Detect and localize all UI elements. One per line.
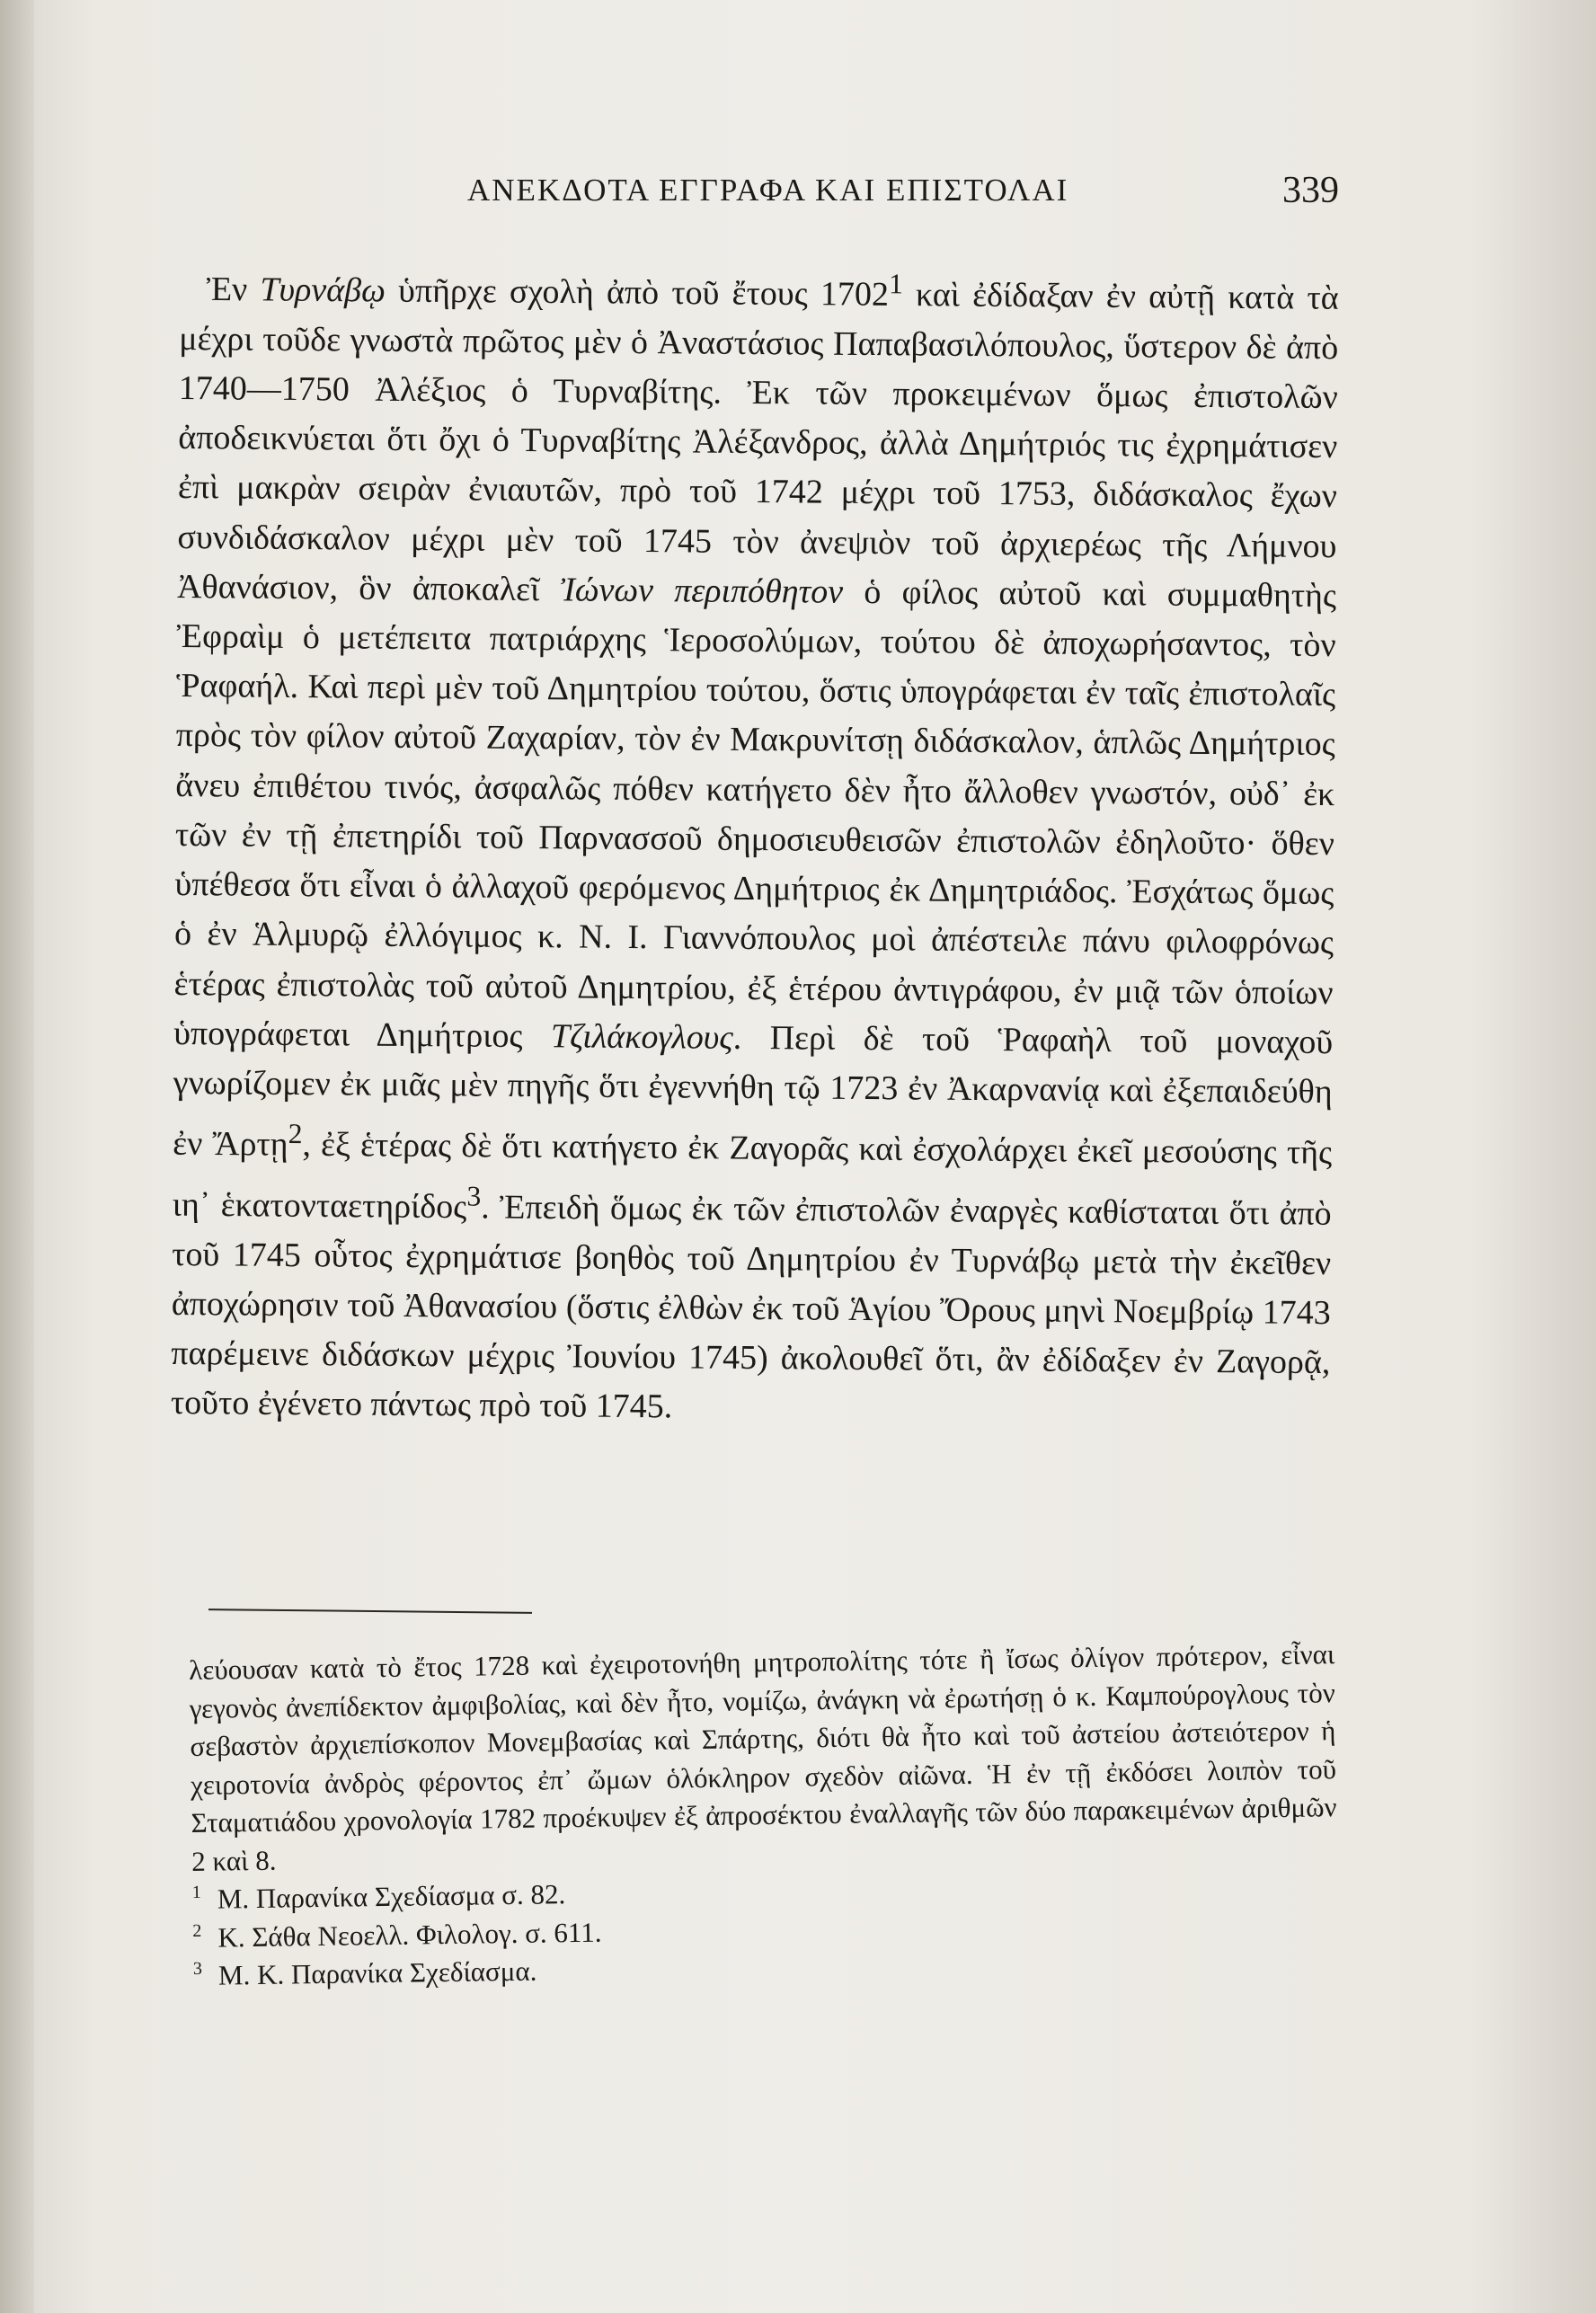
text-segment: . Περὶ δὲ τοῦ Ῥαφαὴλ τοῦ μοναχοῦ γνωρίζομεν ἐκ μιᾶς μὲν πηγῆς ὅτι ἐγεννήθη τῷ 1723 ἐν Ἀκαρνανίᾳ καὶ ἐξεπαιδεύθη ἐν Ἄρτῃ — [173, 1018, 1334, 1164]
text-segment: Ἐν — [206, 270, 261, 309]
running-head — [180, 170, 1339, 217]
footnote-mark: 2 — [192, 1920, 202, 1941]
text-segment: ὑπῆρχε σχολὴ ἀπὸ τοῦ ἔτους 1702 — [385, 271, 890, 314]
footnotes — [189, 1635, 1339, 1995]
footnote-text: Κ. Σάθα Νεοελλ. Φιλολογ. σ. 611. — [217, 1916, 602, 1954]
footnote-mark: 1 — [191, 1882, 201, 1902]
footnote-ref-3: 3 — [466, 1180, 482, 1212]
text-segment: . Ἐπειδὴ ὅμως ἐκ τῶν ἐπιστολῶν ἐναργὲς καθίσταται ὅτι ἀπὸ τοῦ 1745 οὗτος ἐχρημάτισε βοηθὸς τοῦ Δημητρίου ἐν Τυρνάβῳ μετὰ τὴν ἐκεῖθεν ἀποχώρησιν τοῦ Ἀθανασίου (ὅστις ἐλθὼν ἐκ τοῦ Ἁγίου Ὄρους μηνὶ Νοεμβρίῳ 1743 παρέμεινε διδάσκων μέχρις Ἰουνίου 1745) ἀκολουθεῖ ὅτι, ἂν ἐδίδαξεν ἐν Ζαγορᾷ, τοῦτο ἐγένετο πάντως πρὸ τοῦ 1745. — [170, 1188, 1332, 1426]
footnote-ref-2: 2 — [288, 1118, 303, 1150]
main-paragraph — [171, 253, 1339, 1438]
page-number: 339 — [1282, 170, 1339, 211]
text-segment: ὁ φίλος αὐτοῦ καὶ συμμαθητὴς Ἐφραὶμ ὁ μετέπειτα πατριάρχης Ἱεροσολύμων, τούτου δὲ ἀποχωρήσαντος, τὸν Ῥαφαήλ. Καὶ περὶ μὲν τοῦ Δημητρίου τούτου, ὅστις ὑπογράφεται ἐν ταῖς ἐπιστολαῖς πρὸς τὸν φίλον αὐτοῦ Ζαχαρίαν, τὸν ἐν Μακρυνίτσῃ διδάσκαλον, ἁπλῶς Δημήτριος ἄνευ ἐπιθέτου τινός, ἀσφαλῶς πόθεν κατήγετο δὲν ἦτο ἄλλοθεν γνωστόν, οὐδ᾽ ἐκ τῶν ἐν τῇ ἐπετηρίδι τοῦ Παρνασσοῦ δημοσιευθεισῶν ἐπιστολῶν ἐδηλοῦτο· ὅθεν ὑπέθεσα ὅτι εἶναι ὁ ἀλλαχοῦ φερόμενος Δημήτριος ἐκ Δημητριάδος. Ἐσχάτως ὅμως ὁ ἐν Ἁλμυρῷ ἐλλόγιμος κ. Ν. Ι. Γιαννόπουλος μοὶ ἀπέστειλε πάνυ φιλοφρόνως ἑτέρας ἐπιστολὰς τοῦ αὐτοῦ Δημητρίου, ἐξ ἑτέρου ἀντιγράφου, ἐν μιᾷ τῶν ὁποίων ὑπογράφεται Δημήτριος — [173, 572, 1337, 1055]
footnote-mark: 3 — [192, 1958, 203, 1979]
italic-surname: Τζιλάκογλους — [550, 1016, 733, 1057]
running-title: ΑΝΕΚΔΟΤΑ ΕΓΓΡΑΦΑ ΚΑΙ ΕΠΙΣΤΟΛΑΙ — [467, 173, 1069, 208]
footnote-text: Μ. Κ. Παρανίκα Σχεδίασμα. — [217, 1954, 537, 1991]
footnote-text: Μ. Παρανίκα Σχεδίασμα σ. 82. — [217, 1878, 566, 1915]
italic-place-name: Τυρνάβῳ — [260, 270, 386, 310]
text-segment: καὶ ἐδίδαξαν ἐν αὐτῇ κατὰ τὰ μέχρι τοῦδε γνωστὰ πρῶτος μὲν ὁ Ἀναστάσιος Παπαβασιλόπουλος, ὕστερον δὲ ἀπὸ 1740—1750 Ἀλέξιος ὁ Τυρναβίτης. Ἐκ τῶν προκειμένων ὅμως ἐπιστολῶν ἀποδεικνύεται ὅτι ὄχι ὁ Τυρναβίτης Ἀλέξανδρος, ἀλλὰ Δημήτριός τις ἐχρημάτισεν ἐπὶ μακρὰν σειρὰν ἐνιαυτῶν, πρὸ τοῦ 1742 μέχρι τοῦ 1753, διδάσκαλος ἔχων συνδιδάσκαλον μέχρι μὲν τοῦ 1745 τὸν ἀνεψιὸν τοῦ ἀρχιερέως τῆς Λήμνου Ἀθανάσιον, ὃν ἀποκαλεῖ — [176, 275, 1339, 609]
footnote-separator — [208, 1608, 532, 1614]
book-gutter — [0, 0, 34, 2313]
text-segment: , ἐξ ἑτέρας δὲ ὅτι κατήγετο ἐκ Ζαγορᾶς καὶ ἐσχολάρχει ἐκεῖ μεσούσης τῆς ιη᾽ ἑκατονταετηρίδος — [172, 1125, 1333, 1227]
footnote-ref-1: 1 — [888, 268, 904, 300]
italic-quotation: Ἰώνων περιπόθητον — [560, 571, 844, 611]
footnote-continuation: λεύουσαν κατὰ τὸ ἔτος 1728 καὶ ἐχειροτονήθη μητροπολίτης τότε ἢ ἴσως ὀλίγον πρότερον, εἶναι γεγονὸς ἀνεπίδεκτον ἀμφιβολίας, καὶ δὲν ἦτο, νομίζω, ἀνάγκη νὰ ἐρωτήσῃ ὁ κ. Καμπούρογλους τὸν σεβαστὸν ἀρχιεπίσκοπον Μονεμβασίας καὶ Σπάρτης, διότι θὰ ἦτο καὶ τοῦ ἀστείου ἀστειότερον ἡ χειροτονία ἀνδρὸς φέροντος ἐπ᾽ ὤμων ὁλόκληρον σχεδὸν αἰῶνα. Ἡ ἐν τῇ ἐκδόσει λοιπὸν τοῦ Σταματιάδου χρονολογία 1782 προέκυψεν ἐξ ἀπροσέκτου ἐναλλαγῆς τῶν δύο παρακειμένων ἀριθμῶν 2 καὶ 8. — [189, 1638, 1337, 1877]
